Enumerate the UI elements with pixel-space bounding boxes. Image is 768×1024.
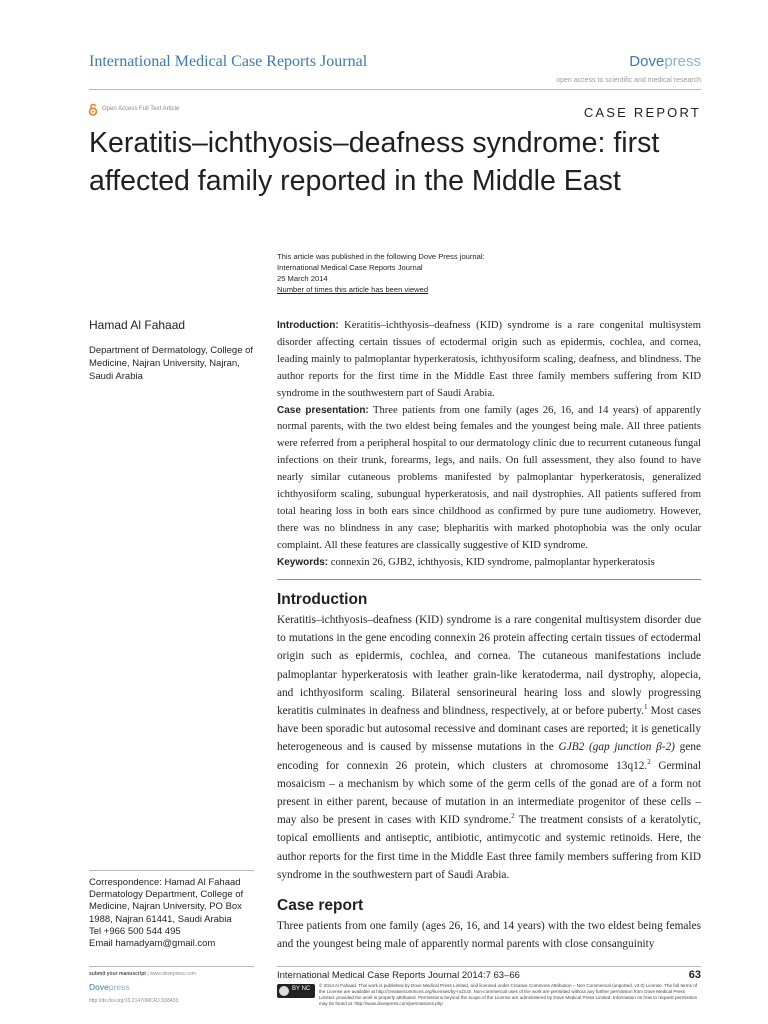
footer-divider-left bbox=[89, 966, 254, 967]
abstract-introduction-text: Keratitis–ichthyosis–deafness (KID) syndrome is a rare congenital multisystem disorder affecting certain tissues of ectodermal origin such as epidermis, cochlea, and cornea, leading mainly to palmoplantar hyperkeratosis, ichthyosiform scaling, deafness, and blindness. The author reports for the first time in the Middle East three family members suffering from KID syndrome in the southwestern part of Saudi Arabia. bbox=[277, 320, 701, 399]
correspondence-line: 1988, Najran 61441, Saudi Arabia bbox=[89, 913, 232, 925]
correspondence-divider bbox=[89, 870, 254, 871]
citation-ref[interactable]: 1 bbox=[643, 703, 648, 712]
pub-info-journal: International Medical Case Reports Journal bbox=[277, 263, 423, 272]
intro-text: Germinal mosaicism – a mechanism by which some of the germ cells of the gonad are of a form not present in either parent, because of mutation in an intermediate progenitor of these cells – may also be present in cases with KID syndrome. bbox=[277, 759, 701, 827]
keywords-text: connexin 26, GJB2, ichthyosis, KID syndrome, palmoplantar hyperkeratosis bbox=[328, 556, 655, 568]
publisher-logo-press: press bbox=[664, 53, 701, 70]
correspondence bbox=[89, 877, 259, 950]
abstract-case-presentation bbox=[277, 403, 701, 555]
license-text: © 2014 Al Fahaad. This work is published by Dove Medical Press Limited, and licensed under Creative Commons Attribution – Non Commercial (unported, v3.0) License. The full terms of the License are available at http://creativecommons.org/licenses/by-nc/3.0/. Non-commercial uses of the work are permitted without any further permission from Dove Medical Press Limited, provided the work is properly attributed. Permissions beyond the scope of the License are administered by Dove Medical Press Limited. Information on how to request permission may be found at: http://www.dovepress.com/permissions.php bbox=[319, 983, 698, 1006]
article-views-link[interactable]: Number of times this article has been viewed bbox=[277, 285, 429, 294]
pub-info-date: 25 March 2014 bbox=[277, 274, 328, 283]
citation-ref[interactable]: 2 bbox=[511, 812, 515, 821]
author-affiliation: Department of Dermatology, College of Medicine, Najran University, Najran, Saudi Arabia bbox=[89, 345, 254, 382]
abstract-introduction bbox=[277, 318, 701, 403]
open-access-label: Open Access Full Text Article bbox=[102, 106, 180, 112]
article-type: CASE REPORT bbox=[583, 105, 701, 120]
publication-info bbox=[277, 251, 485, 295]
submit-manuscript-url: | www.dovepress.com bbox=[145, 971, 196, 977]
publisher-tagline: open access to scientific and medical research bbox=[556, 77, 701, 84]
intro-text: Keratitis–ichthyosis–deafness (KID) syndrome is a rare congenital multisystem disorder due to mutations in the gene encoding connexin 26 protein affecting certain tissues of ectodermal origin such as epidermis, cochlea, and cornea. The cutaneous manifestations include palmoplantar hyperkeratosis with leather grain-like keratoderma, nail dystrophy, alopecia, and ichthyosiform scaling. Bilateral sensorineural hearing loss and slowly progressing keratitis culminates in deafness and blindness, respectively, at or before puberty. bbox=[277, 614, 701, 718]
case-report-heading: Case report bbox=[277, 897, 364, 914]
abstract-introduction-label: Introduction: bbox=[277, 320, 339, 331]
introduction-body bbox=[277, 611, 701, 884]
submit-manuscript-label: submit your manuscript bbox=[89, 971, 146, 977]
abstract-case-text: Three patients from one family (ages 26, 16, and 14 years) of apparently normal parents, with the two eldest being females and the youngest being male. All three patients were referred from a peripheral hospital to our dermatology clinic due to recurrent cutaneous fungal infections on their trunk, forearms, legs, and nails. On full assessment, they also found to have nearly similar cutaneous problems manifested by palmoplantar hyperkeratosis, generalized ichthyosiform scaling, subungual hyperkeratosis, and nail dystrophies. All patients suffered from total hearing loss in both ears since childhood as confirmed by pure tune audiometry. However, there was no blindness in any case; blepharitis with marked photophobia was the only ocular complaint. All these features are classically suggestive of KID syndrome. bbox=[277, 404, 701, 551]
intro-text: The treatment consists of a keratolytic, topical emollients and antiseptic, antibiotic, antimycotic and systemic retinoids. Here, the author reports for the first time in the Middle East three family members suffering from KID syndrome in the southwestern part of Saudi Arabia. bbox=[277, 814, 702, 881]
abstract-divider bbox=[277, 579, 701, 580]
correspondence-email[interactable]: Email hamadyam@gmail.com bbox=[89, 938, 216, 950]
correspondence-phone: Tel +966 500 544 495 bbox=[89, 925, 181, 937]
journal-title: International Medical Case Reports Journal bbox=[89, 53, 368, 70]
correspondence-line: Dermatology Department, College of bbox=[89, 889, 244, 901]
footer-divider-right bbox=[277, 966, 701, 967]
correspondence-line: Correspondence: Hamad Al Fahaad bbox=[89, 877, 241, 888]
gene-name: GJB2 (gap junction β-2) bbox=[558, 741, 675, 754]
publisher-logo[interactable] bbox=[629, 53, 701, 70]
keywords-label: Keywords: bbox=[277, 556, 329, 568]
cc-circle-icon bbox=[279, 986, 289, 996]
abstract bbox=[277, 318, 701, 572]
case-report-body: Three patients from one family (ages 26, 16, and 14 years) with the two eldest being females and the youngest being male of apparently normal parents with close consanguinity bbox=[277, 920, 701, 951]
footer-citation: International Medical Case Reports Journal 2014:7 63–66 bbox=[277, 970, 520, 981]
page-number: 63 bbox=[688, 969, 701, 981]
footer-logo-main: Dove bbox=[89, 982, 109, 992]
author-name: Hamad Al Fahaad bbox=[89, 318, 186, 332]
submit-manuscript-link[interactable] bbox=[89, 971, 196, 977]
intro-text: gene encoding for connexin 26 protein, which clusters at chromosome 13q12. bbox=[277, 741, 701, 772]
publisher-logo-main: Dove bbox=[629, 53, 665, 70]
correspondence-line: Medicine, Najran University, PO Box bbox=[89, 901, 242, 913]
header-divider bbox=[89, 89, 701, 90]
open-access-lock-icon bbox=[88, 103, 98, 116]
article-title: Keratitis–ichthyosis–deafness syndrome: first affected family reported in the Middle East bbox=[89, 127, 660, 197]
intro-text: Most cases have been sporadic but autosomal recessive and dominant cases are reported; it is genetically heterogeneous and is caused by missense mutations in the bbox=[277, 705, 701, 754]
doi-link[interactable]: http://dx.doi.org/10.2147/IMCRJ.S58433 bbox=[89, 998, 179, 1004]
cc-badge-label: BY NC bbox=[292, 986, 311, 992]
citation-ref[interactable]: 2 bbox=[647, 757, 651, 766]
abstract-keywords bbox=[277, 555, 701, 572]
introduction-heading: Introduction bbox=[277, 591, 368, 608]
pub-info-line: This article was published in the following Dove Press journal: bbox=[277, 252, 485, 261]
footer-publisher-logo[interactable] bbox=[89, 982, 130, 992]
abstract-case-label: Case presentation: bbox=[277, 404, 369, 416]
footer-logo-press: press bbox=[108, 982, 130, 992]
creative-commons-badge-icon[interactable] bbox=[277, 984, 315, 998]
